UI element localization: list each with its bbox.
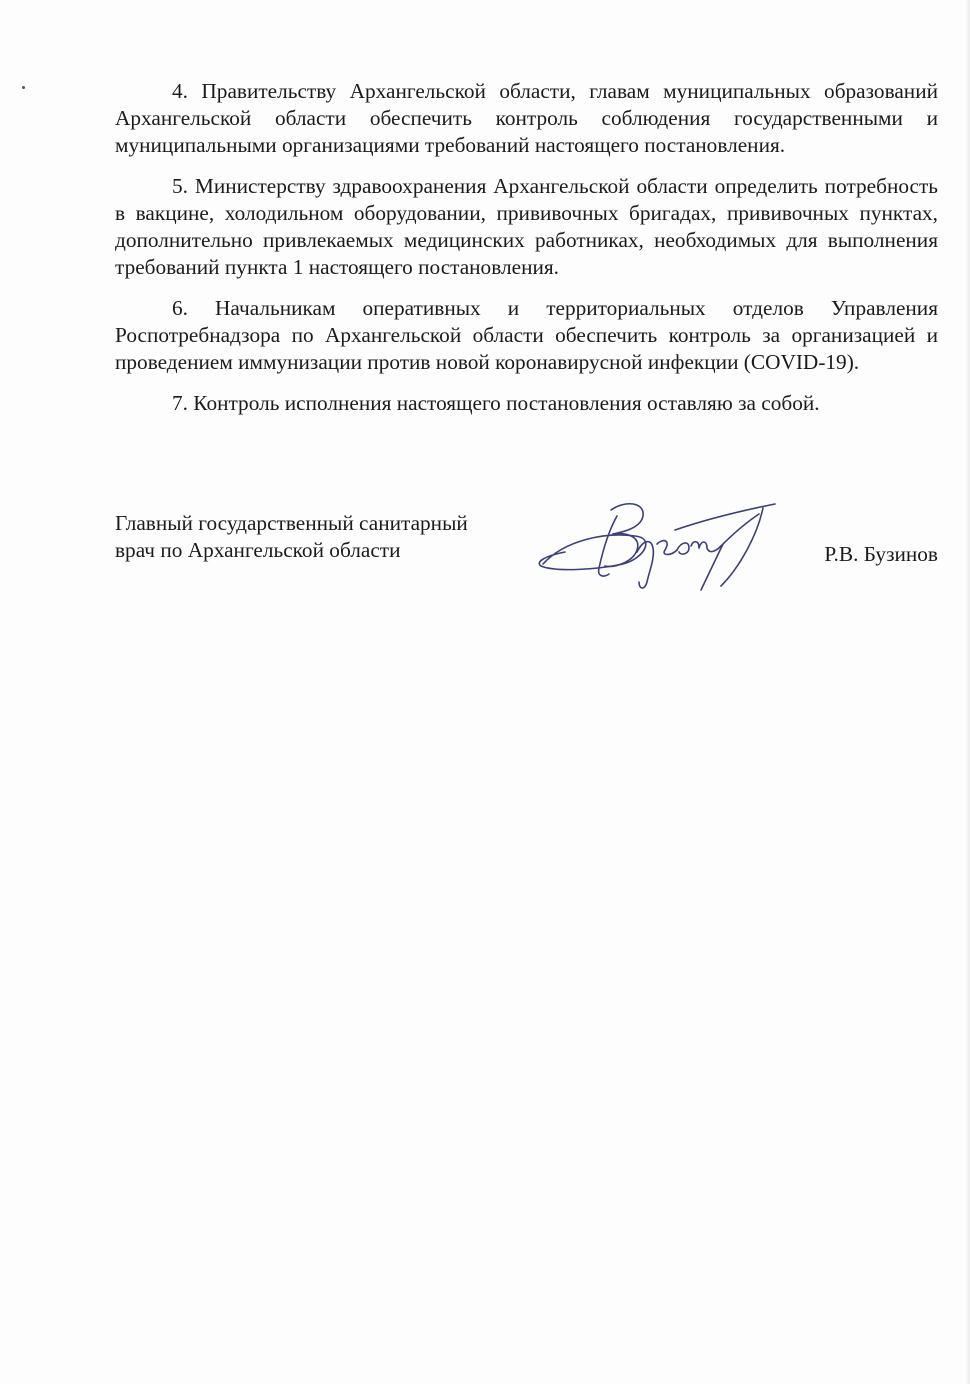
scan-speck: [22, 86, 25, 89]
signature-block: [115, 510, 938, 620]
paragraph-6: 6. Начальникам оперативных и территориальных отделов Управления Роспотребнадзора по Архангельской области обеспечить контроль за организацией и проведением иммунизации против новой коронавирусной инфекции (COVID-19).: [115, 296, 938, 374]
handwritten-signature: [525, 478, 815, 613]
signatory-title: Главный государственный санитарный врач по Архангельской области: [115, 511, 468, 562]
paragraph-7: 7. Контроль исполнения настоящего постановления оставляю за собой.: [172, 391, 820, 415]
paragraph-5: 5. Министерству здравоохранения Архангельской области определить потребность в вакцине, холодильном оборудовании, прививочных бригадах, прививочных пунктах, дополнительно привлекаемых медицинских работниках, необходимых для выполнения требований пункта 1 настоящего постановления.: [115, 174, 938, 279]
document-body: [115, 78, 938, 431]
signatory-name: Р.В. Бузинов: [824, 542, 938, 566]
paragraph-4: 4. Правительству Архангельской области, главам муниципальных образований Архангельской области обеспечить контроль соблюдения государственными и муниципальными организациями требований настоящего постановления.: [115, 79, 938, 157]
page-edge-shadow: [964, 0, 970, 1384]
